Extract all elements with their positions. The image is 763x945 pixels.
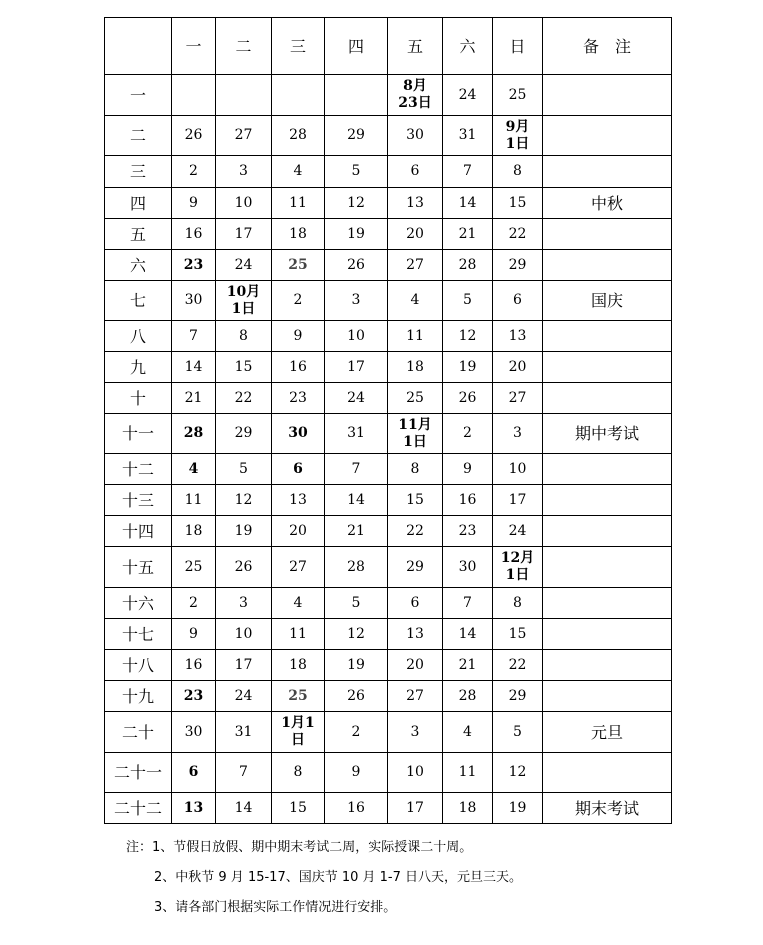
day-cell: 14 [216,793,272,824]
note-cell [543,383,672,414]
day-cell: 12 [493,753,543,793]
day-cell: 24 [493,516,543,547]
day-cell: 4 [272,588,325,619]
day-cell: 6 [172,753,216,793]
day-cell: 26 [216,547,272,588]
day-cell: 6 [388,588,443,619]
day-cell: 17 [388,793,443,824]
day-cell: 3 [216,156,272,188]
week-row [105,75,672,116]
week-row [105,352,672,383]
week-row [105,547,672,588]
day-cell: 2 [272,281,325,321]
note-cell [543,352,672,383]
day-cell: 17 [493,485,543,516]
note-cell [543,681,672,712]
day-cell: 13 [388,619,443,650]
footnote-2: 2、中秋节 9 月 15-17、国庆节 10 月 1-7 日八天，元旦三天。 [154,870,523,885]
week-row [105,793,672,824]
day-cell: 5 [443,281,493,321]
day-cell: 10 [493,454,543,485]
day-cell: 19 [443,352,493,383]
day-cell: 7 [172,321,216,352]
day-cell: 17 [216,650,272,681]
header-day: 五 [388,18,443,75]
day-cell: 16 [443,485,493,516]
day-cell [325,75,388,116]
week-number: 十三 [105,485,172,516]
week-number: 三 [105,156,172,188]
day-cell: 16 [325,793,388,824]
day-cell: 28 [172,414,216,454]
day-cell: 13 [172,793,216,824]
day-cell: 5 [216,454,272,485]
day-cell: 22 [388,516,443,547]
week-row [105,516,672,547]
day-cell: 10 [388,753,443,793]
day-cell: 10 [325,321,388,352]
day-cell: 12 [443,321,493,352]
note-cell [543,547,672,588]
day-cell: 28 [272,116,325,156]
day-cell: 24 [216,250,272,281]
header-day: 六 [443,18,493,75]
day-cell: 18 [272,219,325,250]
note-cell [543,321,672,352]
day-cell: 9月 1日 [493,116,543,156]
note-cell [543,485,672,516]
day-cell: 22 [216,383,272,414]
day-cell: 27 [388,250,443,281]
footnote-1: 注：1、节假日放假、期中期末考试二周，实际授课二十周。 [126,840,473,855]
day-cell: 2 [172,156,216,188]
week-row [105,681,672,712]
day-cell: 15 [388,485,443,516]
note-cell [543,250,672,281]
week-number: 十一 [105,414,172,454]
week-number: 十五 [105,547,172,588]
week-number: 七 [105,281,172,321]
day-cell: 2 [325,712,388,753]
day-cell: 13 [493,321,543,352]
day-cell: 26 [325,681,388,712]
day-cell: 26 [172,116,216,156]
week-row [105,454,672,485]
note-cell [543,516,672,547]
day-cell: 19 [325,650,388,681]
note-cell [543,116,672,156]
day-cell: 21 [443,650,493,681]
day-cell: 4 [388,281,443,321]
day-cell: 5 [493,712,543,753]
day-cell: 19 [493,793,543,824]
day-cell: 11 [172,485,216,516]
day-cell: 24 [443,75,493,116]
day-cell: 12 [216,485,272,516]
day-cell: 28 [443,250,493,281]
day-cell: 12 [325,619,388,650]
day-cell: 17 [216,219,272,250]
day-cell: 19 [325,219,388,250]
day-cell: 21 [172,383,216,414]
week-row [105,650,672,681]
day-cell: 14 [443,619,493,650]
week-number: 二 [105,116,172,156]
week-row [105,485,672,516]
note-cell [543,454,672,485]
day-cell: 29 [216,414,272,454]
week-row [105,116,672,156]
day-cell: 23 [443,516,493,547]
day-cell: 15 [216,352,272,383]
day-cell: 3 [216,588,272,619]
day-cell: 30 [443,547,493,588]
day-cell: 6 [493,281,543,321]
day-cell: 6 [388,156,443,188]
day-cell: 5 [325,588,388,619]
note-cell [543,753,672,793]
week-number: 二十二 [105,793,172,824]
note-cell: 期末考试 [543,793,672,824]
note-cell: 国庆 [543,281,672,321]
day-cell: 6 [272,454,325,485]
note-cell [543,75,672,116]
day-cell: 20 [272,516,325,547]
day-cell: 1月1 日 [272,712,325,753]
week-number: 二十一 [105,753,172,793]
week-number: 九 [105,352,172,383]
week-row [105,414,672,454]
day-cell: 24 [216,681,272,712]
day-cell [172,75,216,116]
day-cell: 8月 23日 [388,75,443,116]
note-cell [543,156,672,188]
week-row [105,188,672,219]
day-cell: 16 [272,352,325,383]
day-cell: 4 [172,454,216,485]
day-cell: 4 [443,712,493,753]
day-cell: 24 [325,383,388,414]
day-cell: 11月 1日 [388,414,443,454]
week-row [105,753,672,793]
day-cell: 17 [325,352,388,383]
day-cell: 25 [272,681,325,712]
day-cell: 12 [325,188,388,219]
day-cell: 3 [325,281,388,321]
week-row [105,588,672,619]
header-day: 日 [493,18,543,75]
day-cell: 14 [443,188,493,219]
week-row [105,156,672,188]
day-cell: 5 [325,156,388,188]
day-cell: 13 [272,485,325,516]
day-cell: 27 [493,383,543,414]
day-cell: 20 [388,219,443,250]
week-row [105,250,672,281]
day-cell: 2 [172,588,216,619]
week-row [105,219,672,250]
week-number: 十七 [105,619,172,650]
week-number: 十四 [105,516,172,547]
day-cell: 23 [172,250,216,281]
day-cell: 15 [493,188,543,219]
day-cell: 8 [216,321,272,352]
day-cell: 25 [388,383,443,414]
day-cell: 10 [216,619,272,650]
week-number: 十八 [105,650,172,681]
day-cell: 26 [443,383,493,414]
week-number: 五 [105,219,172,250]
day-cell: 31 [443,116,493,156]
day-cell: 28 [325,547,388,588]
day-cell: 30 [272,414,325,454]
day-cell: 21 [443,219,493,250]
note-cell: 期中考试 [543,414,672,454]
day-cell: 2 [443,414,493,454]
day-cell: 9 [272,321,325,352]
day-cell: 11 [272,619,325,650]
day-cell: 27 [272,547,325,588]
day-cell: 25 [272,250,325,281]
week-number: 二十 [105,712,172,753]
week-number: 十六 [105,588,172,619]
day-cell: 8 [493,588,543,619]
day-cell: 30 [172,281,216,321]
day-cell: 18 [172,516,216,547]
day-cell: 30 [388,116,443,156]
note-cell [543,588,672,619]
day-cell: 7 [216,753,272,793]
day-cell: 13 [388,188,443,219]
day-cell: 31 [325,414,388,454]
week-row [105,619,672,650]
week-number: 六 [105,250,172,281]
day-cell: 11 [388,321,443,352]
day-cell: 7 [443,156,493,188]
day-cell: 14 [325,485,388,516]
week-number: 十二 [105,454,172,485]
week-number: 十九 [105,681,172,712]
week-row [105,712,672,753]
note-cell: 中秋 [543,188,672,219]
day-cell: 3 [493,414,543,454]
day-cell: 22 [493,219,543,250]
header-day: 四 [325,18,388,75]
day-cell: 23 [272,383,325,414]
note-cell [543,219,672,250]
day-cell: 9 [325,753,388,793]
day-cell: 29 [493,250,543,281]
header-week [105,18,172,75]
header-day: 二 [216,18,272,75]
day-cell: 29 [325,116,388,156]
day-cell: 7 [443,588,493,619]
day-cell: 8 [272,753,325,793]
day-cell: 20 [493,352,543,383]
footnote-3: 3、请各部门根据实际工作情况进行安排。 [154,900,397,915]
day-cell: 15 [493,619,543,650]
day-cell: 29 [388,547,443,588]
day-cell: 9 [172,188,216,219]
day-cell: 8 [388,454,443,485]
day-cell: 20 [388,650,443,681]
day-cell [272,75,325,116]
day-cell: 25 [493,75,543,116]
header-note: 备 注 [543,18,672,75]
header-row [105,18,672,75]
day-cell: 12月 1日 [493,547,543,588]
day-cell: 29 [493,681,543,712]
day-cell: 30 [172,712,216,753]
note-cell [543,650,672,681]
note-cell: 元旦 [543,712,672,753]
day-cell: 21 [325,516,388,547]
day-cell: 28 [443,681,493,712]
day-cell: 16 [172,650,216,681]
day-cell: 7 [325,454,388,485]
day-cell: 27 [216,116,272,156]
day-cell: 14 [172,352,216,383]
day-cell: 9 [443,454,493,485]
day-cell: 11 [443,753,493,793]
day-cell: 9 [172,619,216,650]
day-cell: 18 [388,352,443,383]
day-cell: 18 [272,650,325,681]
note-cell [543,619,672,650]
header-day: 一 [172,18,216,75]
day-cell: 10 [216,188,272,219]
week-row [105,383,672,414]
day-cell: 26 [325,250,388,281]
day-cell: 27 [388,681,443,712]
week-number: 一 [105,75,172,116]
day-cell: 25 [172,547,216,588]
day-cell: 18 [443,793,493,824]
calendar-table [104,17,672,824]
day-cell: 31 [216,712,272,753]
day-cell: 19 [216,516,272,547]
week-number: 四 [105,188,172,219]
week-row [105,281,672,321]
day-cell: 23 [172,681,216,712]
day-cell: 8 [493,156,543,188]
day-cell [216,75,272,116]
header-day: 三 [272,18,325,75]
week-row [105,321,672,352]
day-cell: 10月 1日 [216,281,272,321]
day-cell: 15 [272,793,325,824]
day-cell: 22 [493,650,543,681]
day-cell: 11 [272,188,325,219]
week-number: 十 [105,383,172,414]
day-cell: 4 [272,156,325,188]
day-cell: 3 [388,712,443,753]
day-cell: 16 [172,219,216,250]
week-number: 八 [105,321,172,352]
